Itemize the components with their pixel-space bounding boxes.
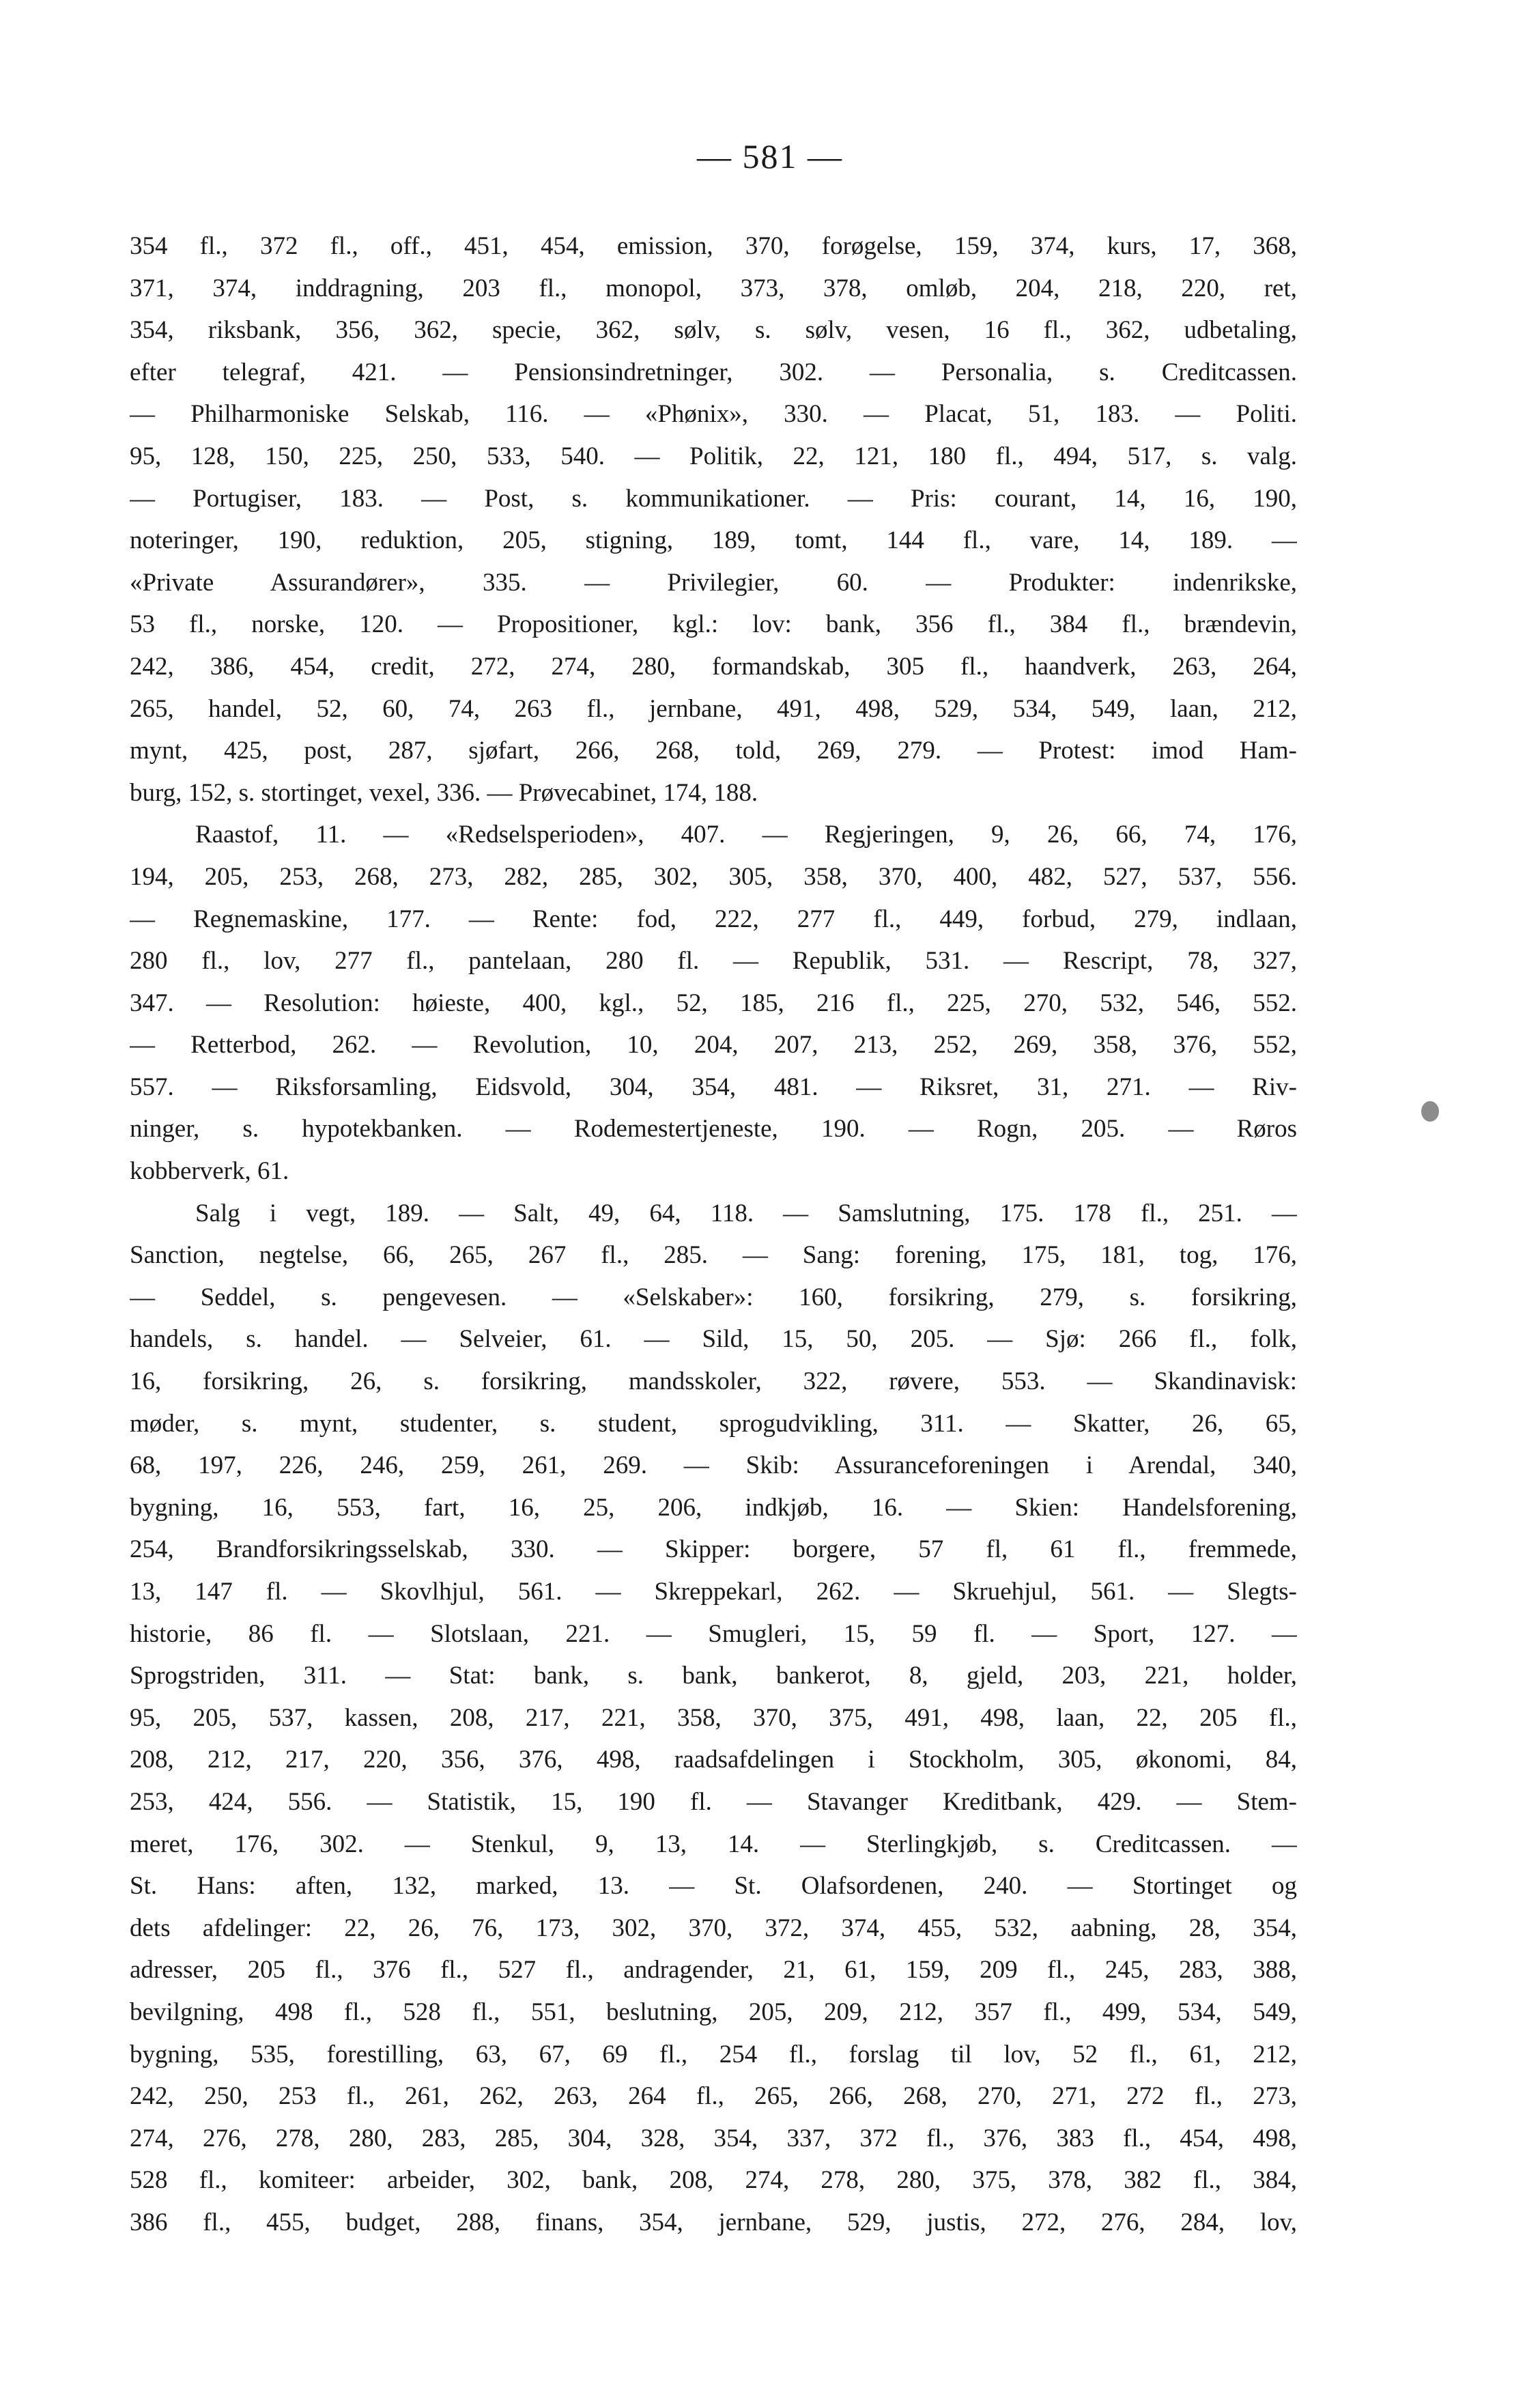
- text-line: 68, 197, 226, 246, 259, 261, 269. — Skib: Assuranceforeningen i Arendal, 340,: [130, 1451, 1297, 1480]
- text-line: 253, 424, 556. — Statistik, 15, 190 fl. — Stavanger Kreditbank, 429. — Stem-: [130, 1787, 1297, 1816]
- text-line: adresser, 205 fl., 376 fl., 527 fl., andragender, 21, 61, 159, 209 fl., 245, 283, 388,: [130, 1956, 1297, 1985]
- index-text: [130, 225, 1297, 2244]
- text-line: 53 fl., norske, 120. — Propositioner, kgl.: lov: bank, 356 fl., 384 fl., brændevin,: [130, 610, 1297, 639]
- text-line: — Retterbod, 262. — Revolution, 10, 204, 207, 213, 252, 269, 358, 376, 552,: [130, 1031, 1297, 1060]
- text-line: ninger, s. hypotekbanken. — Rodemestertjeneste, 190. — Rogn, 205. — Røros: [130, 1115, 1297, 1143]
- text-line: efter telegraf, 421. — Pensionsindretninger, 302. — Personalia, s. Creditcassen.: [130, 358, 1297, 386]
- text-line: bygning, 535, forestilling, 63, 67, 69 fl., 254 fl., forslag til lov, 52 fl., 61, 212,: [130, 2040, 1297, 2068]
- text-line: 354 fl., 372 fl., off., 451, 454, emission, 370, forøgelse, 159, 374, kurs, 17, 368,: [130, 232, 1297, 260]
- text-line: handels, s. handel. — Selveier, 61. — Sild, 15, 50, 205. — Sjø: 266 fl., folk,: [130, 1325, 1297, 1354]
- text-line: dets afdelinger: 22, 26, 76, 173, 302, 370, 372, 374, 455, 532, aabning, 28, 354,: [130, 1914, 1297, 1942]
- text-line: historie, 86 fl. — Slotslaan, 221. — Smugleri, 15, 59 fl. — Sport, 127. —: [130, 1619, 1297, 1648]
- text-line: kobberverk, 61.: [130, 1157, 289, 1186]
- text-line: mynt, 425, post, 287, sjøfart, 266, 268, told, 269, 279. — Protest: imod Ham-: [130, 737, 1297, 765]
- text-line: 528 fl., komiteer: arbeider, 302, bank, 208, 274, 278, 280, 375, 378, 382 fl., 384,: [130, 2166, 1297, 2195]
- text-line: 354, riksbank, 356, 362, specie, 362, sølv, s. sølv, vesen, 16 fl., 362, udbetaling,: [130, 316, 1297, 345]
- text-line: — Portugiser, 183. — Post, s. kommunikationer. — Pris: courant, 14, 16, 190,: [130, 484, 1297, 513]
- text-line: 280 fl., lov, 277 fl., pantelaan, 280 fl. — Republik, 531. — Rescript, 78, 327,: [130, 947, 1297, 976]
- text-line: 16, forsikring, 26, s. forsikring, mandsskoler, 322, røvere, 553. — Skandinavisk:: [130, 1367, 1297, 1396]
- text-line: 274, 276, 278, 280, 283, 285, 304, 328, 354, 337, 372 fl., 376, 383 fl., 454, 498,: [130, 2124, 1297, 2152]
- text-line: 194, 205, 253, 268, 273, 282, 285, 302, 305, 358, 370, 400, 482, 527, 537, 556.: [130, 862, 1297, 891]
- text-line: 557. — Riksforsamling, Eidsvold, 304, 354, 481. — Riksret, 31, 271. — Riv-: [130, 1072, 1297, 1101]
- text-line: — Philharmoniske Selskab, 116. — «Phønix», 330. — Placat, 51, 183. — Politi.: [130, 400, 1297, 429]
- text-line: 208, 212, 217, 220, 356, 376, 498, raadsafdelingen i Stockholm, 305, økonomi, 84,: [130, 1746, 1297, 1774]
- text-line: St. Hans: aften, 132, marked, 13. — St. Olafsordenen, 240. — Stortinget og: [130, 1872, 1297, 1901]
- text-line: bevilgning, 498 fl., 528 fl., 551, beslutning, 205, 209, 212, 357 fl., 499, 534, 549,: [130, 1997, 1297, 2026]
- text-line: Raastof, 11. — «Redselsperioden», 407. — Regjeringen, 9, 26, 66, 74, 176,: [195, 821, 1297, 849]
- text-line: Salg i vegt, 189. — Salt, 49, 64, 118. — Samslutning, 175. 178 fl., 251. —: [195, 1199, 1297, 1227]
- text-line: — Seddel, s. pengevesen. — «Selskaber»: 160, forsikring, 279, s. forsikring,: [130, 1283, 1297, 1311]
- ink-blot-mark: [1421, 1101, 1439, 1122]
- text-line: 265, handel, 52, 60, 74, 263 fl., jernbane, 491, 498, 529, 534, 549, laan, 212,: [130, 694, 1297, 723]
- text-line: 95, 205, 537, kassen, 208, 217, 221, 358, 370, 375, 491, 498, laan, 22, 205 fl.,: [130, 1703, 1297, 1732]
- text-line: 242, 250, 253 fl., 261, 262, 263, 264 fl., 265, 266, 268, 270, 271, 272 fl., 273,: [130, 2082, 1297, 2111]
- text-line: Sanction, negtelse, 66, 265, 267 fl., 285. — Sang: forening, 175, 181, tog, 176,: [130, 1241, 1297, 1270]
- text-line: — Regnemaskine, 177. — Rente: fod, 222, 277 fl., 449, forbud, 279, indlaan,: [130, 905, 1297, 933]
- text-line: 386 fl., 455, budget, 288, finans, 354, jernbane, 529, justis, 272, 276, 284, lov,: [130, 2208, 1297, 2236]
- text-line: Sprogstriden, 311. — Stat: bank, s. bank, bankerot, 8, gjeld, 203, 221, holder,: [130, 1662, 1297, 1690]
- text-line: 95, 128, 150, 225, 250, 533, 540. — Politik, 22, 121, 180 fl., 494, 517, s. valg.: [130, 442, 1297, 470]
- text-line: noteringer, 190, reduktion, 205, stigning, 189, tomt, 144 fl., vare, 14, 189. —: [130, 526, 1297, 555]
- text-line: 13, 147 fl. — Skovlhjul, 561. — Skreppekarl, 262. — Skruehjul, 561. — Slegts-: [130, 1578, 1297, 1606]
- text-line: meret, 176, 302. — Stenkul, 9, 13, 14. — Sterlingkjøb, s. Creditcassen. —: [130, 1830, 1297, 1858]
- text-line: 347. — Resolution: høieste, 400, kgl., 52, 185, 216 fl., 225, 270, 532, 546, 552.: [130, 989, 1297, 1017]
- page-number: — 581 —: [697, 137, 843, 175]
- text-line: bygning, 16, 553, fart, 16, 25, 206, indkjøb, 16. — Skien: Handelsforening,: [130, 1493, 1297, 1522]
- text-line: «Private Assurandører», 335. — Privilegier, 60. — Produkter: indenrikske,: [130, 568, 1297, 597]
- text-line: 371, 374, inddragning, 203 fl., monopol, 373, 378, omløb, 204, 218, 220, ret,: [130, 274, 1297, 302]
- text-line: 242, 386, 454, credit, 272, 274, 280, formandskab, 305 fl., haandverk, 263, 264,: [130, 652, 1297, 681]
- text-line: burg, 152, s. stortinget, vexel, 336. — Prøvecabinet, 174, 188.: [130, 778, 758, 807]
- text-line: møder, s. mynt, studenter, s. student, sprogudvikling, 311. — Skatter, 26, 65,: [130, 1409, 1297, 1438]
- text-line: 254, Brandforsikringsselskab, 330. — Skipper: borgere, 57 fl, 61 fl., fremmede,: [130, 1535, 1297, 1564]
